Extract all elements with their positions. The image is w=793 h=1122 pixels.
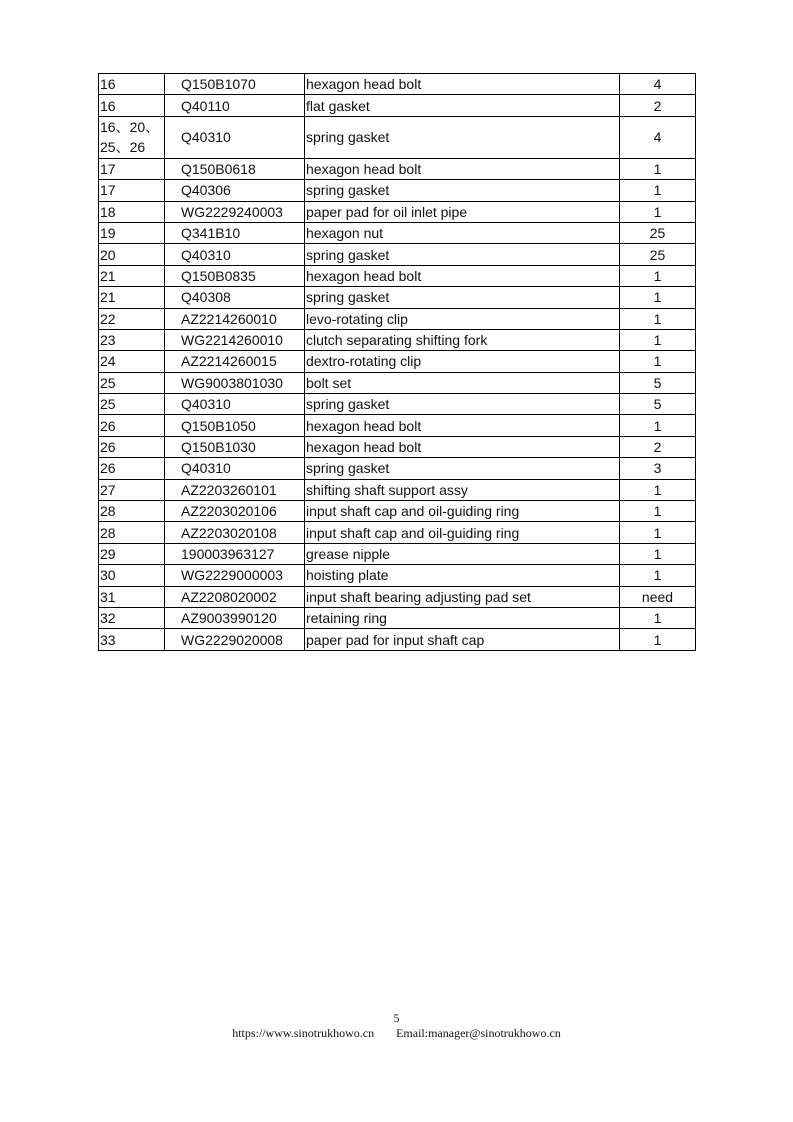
item-number: 16	[99, 95, 165, 116]
table-row	[99, 287, 696, 308]
item-number: 24	[99, 351, 165, 372]
part-name: input shaft bearing adjusting pad set	[305, 586, 620, 607]
part-code: AZ2214260015	[165, 351, 305, 372]
part-code: WG9003801030	[165, 372, 305, 393]
part-code: AZ2203020108	[165, 522, 305, 543]
part-code: AZ9003990120	[165, 607, 305, 628]
part-code: Q40310	[165, 244, 305, 265]
part-quantity: 1	[620, 329, 696, 350]
table-row	[99, 415, 696, 436]
table-row	[99, 543, 696, 564]
table-row	[99, 158, 696, 179]
parts-table-body	[99, 74, 696, 651]
part-name: hexagon head bolt	[305, 436, 620, 457]
part-code: Q341B10	[165, 222, 305, 243]
parts-table	[98, 73, 696, 651]
part-code: AZ2214260010	[165, 308, 305, 329]
part-code: AZ2203260101	[165, 479, 305, 500]
part-code: Q40310	[165, 458, 305, 479]
part-quantity: 1	[620, 265, 696, 286]
part-name: paper pad for oil inlet pipe	[305, 201, 620, 222]
item-number: 32	[99, 607, 165, 628]
part-quantity: 1	[620, 351, 696, 372]
part-quantity: 5	[620, 372, 696, 393]
table-row	[99, 458, 696, 479]
part-code: WG2229020008	[165, 629, 305, 650]
part-name: levo-rotating clip	[305, 308, 620, 329]
part-code: AZ2208020002	[165, 586, 305, 607]
part-name: input shaft cap and oil-guiding ring	[305, 501, 620, 522]
item-number: 17	[99, 158, 165, 179]
part-name: retaining ring	[305, 607, 620, 628]
table-row	[99, 436, 696, 457]
part-name: hexagon head bolt	[305, 74, 620, 95]
part-name: spring gasket	[305, 287, 620, 308]
table-row	[99, 201, 696, 222]
part-name: hexagon head bolt	[305, 415, 620, 436]
table-row	[99, 351, 696, 372]
table-row	[99, 308, 696, 329]
part-code: Q40306	[165, 180, 305, 201]
part-quantity: 1	[620, 522, 696, 543]
item-number: 16、20、25、26	[99, 116, 165, 158]
part-name: spring gasket	[305, 458, 620, 479]
item-number: 25	[99, 394, 165, 415]
footer-contact	[0, 1026, 793, 1041]
part-quantity: 1	[620, 501, 696, 522]
item-number: 28	[99, 501, 165, 522]
part-name: input shaft cap and oil-guiding ring	[305, 522, 620, 543]
item-number: 19	[99, 222, 165, 243]
part-name: hexagon head bolt	[305, 265, 620, 286]
table-row	[99, 329, 696, 350]
part-quantity: need	[620, 586, 696, 607]
item-number: 26	[99, 458, 165, 479]
part-quantity: 3	[620, 458, 696, 479]
item-number: 16	[99, 74, 165, 95]
part-code: Q150B1030	[165, 436, 305, 457]
table-row	[99, 95, 696, 116]
item-number: 31	[99, 586, 165, 607]
part-quantity: 4	[620, 74, 696, 95]
part-quantity: 1	[620, 287, 696, 308]
part-name: dextro-rotating clip	[305, 351, 620, 372]
part-quantity: 1	[620, 308, 696, 329]
part-code: AZ2203020106	[165, 501, 305, 522]
item-number: 26	[99, 415, 165, 436]
part-code: Q150B0618	[165, 158, 305, 179]
part-quantity: 5	[620, 394, 696, 415]
table-row	[99, 629, 696, 650]
part-name: paper pad for input shaft cap	[305, 629, 620, 650]
table-row	[99, 372, 696, 393]
item-number: 17	[99, 180, 165, 201]
part-code: WG2214260010	[165, 329, 305, 350]
item-number: 27	[99, 479, 165, 500]
table-row	[99, 607, 696, 628]
item-number: 26	[99, 436, 165, 457]
table-row	[99, 180, 696, 201]
part-quantity: 1	[620, 629, 696, 650]
table-row	[99, 244, 696, 265]
part-code: WG2229000003	[165, 565, 305, 586]
table-row	[99, 565, 696, 586]
page-number: 5	[393, 1011, 400, 1025]
part-name: spring gasket	[305, 394, 620, 415]
table-row	[99, 265, 696, 286]
table-row	[99, 522, 696, 543]
item-number: 28	[99, 522, 165, 543]
part-quantity: 1	[620, 180, 696, 201]
table-row	[99, 74, 696, 95]
part-code: WG2229240003	[165, 201, 305, 222]
part-code: 190003963127	[165, 543, 305, 564]
table-row	[99, 479, 696, 500]
table-row	[99, 586, 696, 607]
part-code: Q40110	[165, 95, 305, 116]
part-quantity: 1	[620, 158, 696, 179]
website-link[interactable]: https://www.sinotrukhowo.cn	[232, 1026, 375, 1040]
part-name: shifting shaft support assy	[305, 479, 620, 500]
table-row	[99, 394, 696, 415]
part-name: bolt set	[305, 372, 620, 393]
item-number: 20	[99, 244, 165, 265]
item-number: 21	[99, 287, 165, 308]
part-name: spring gasket	[305, 244, 620, 265]
item-number: 29	[99, 543, 165, 564]
item-number: 33	[99, 629, 165, 650]
item-number: 21	[99, 265, 165, 286]
email-link[interactable]: Email:manager@sinotrukhowo.cn	[396, 1026, 561, 1040]
part-quantity: 2	[620, 436, 696, 457]
table-row	[99, 116, 696, 158]
part-code: Q40310	[165, 116, 305, 158]
part-quantity: 25	[620, 244, 696, 265]
part-name: hexagon head bolt	[305, 158, 620, 179]
part-quantity: 1	[620, 415, 696, 436]
item-number: 30	[99, 565, 165, 586]
part-quantity: 1	[620, 607, 696, 628]
part-name: clutch separating shifting fork	[305, 329, 620, 350]
part-name: spring gasket	[305, 180, 620, 201]
part-code: Q150B0835	[165, 265, 305, 286]
part-name: hexagon nut	[305, 222, 620, 243]
part-name: hoisting plate	[305, 565, 620, 586]
part-quantity: 1	[620, 201, 696, 222]
part-code: Q150B1050	[165, 415, 305, 436]
part-quantity: 1	[620, 565, 696, 586]
part-quantity: 1	[620, 543, 696, 564]
table-row	[99, 222, 696, 243]
part-quantity: 1	[620, 479, 696, 500]
part-code: Q40310	[165, 394, 305, 415]
item-number: 23	[99, 329, 165, 350]
part-name: grease nipple	[305, 543, 620, 564]
part-code: Q40308	[165, 287, 305, 308]
part-name: spring gasket	[305, 116, 620, 158]
part-quantity: 4	[620, 116, 696, 158]
part-quantity: 25	[620, 222, 696, 243]
item-number: 18	[99, 201, 165, 222]
part-quantity: 2	[620, 95, 696, 116]
item-number: 22	[99, 308, 165, 329]
item-number: 25	[99, 372, 165, 393]
part-name: flat gasket	[305, 95, 620, 116]
part-code: Q150B1070	[165, 74, 305, 95]
table-row	[99, 501, 696, 522]
